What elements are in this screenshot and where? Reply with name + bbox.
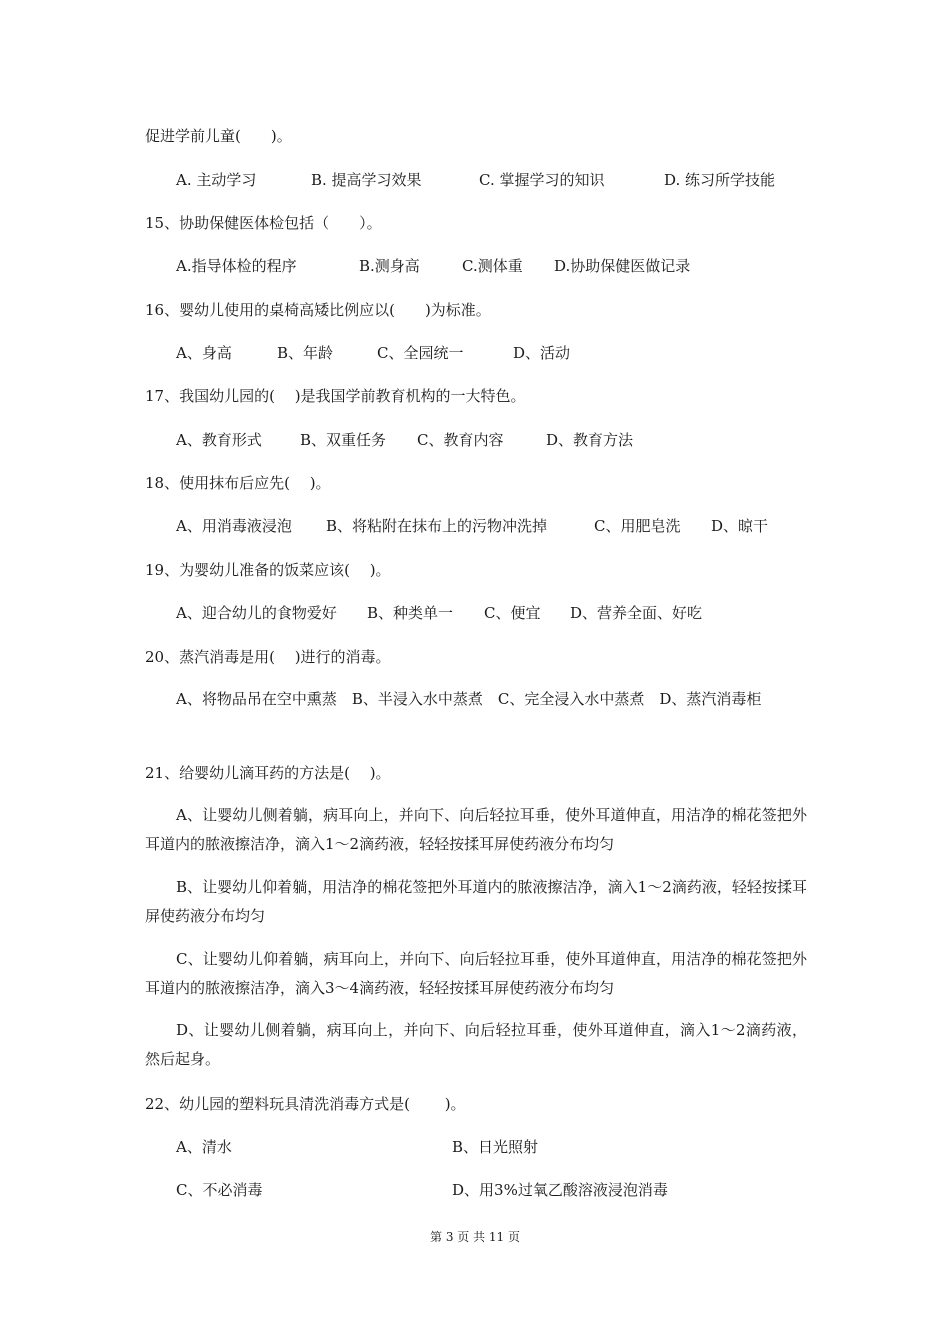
question-20: 20、蒸汽消毒是用( )进行的消毒。 [145,648,391,666]
option-b: B、将粘附在抹布上的污物冲洗掉 [326,517,548,535]
question-19: 19、为婴幼儿准备的饭菜应该( )。 [145,561,391,579]
option-c: C、全园统一 [377,344,464,362]
option-a: A、身高 [176,344,232,362]
question-21-option-c: C、让婴幼儿仰着躺，病耳向上，并向下、向后轻拉耳垂，使外耳道伸直，用洁净的棉花签把外耳道内的脓液擦洁净，滴入3～4滴药液，轻轻按揉耳屏使药液分布均匀 [145,950,807,997]
question-22-options-row-1 [176,1137,538,1157]
question-15-options [176,256,690,276]
option-a: A、迎合幼儿的食物爱好 [176,604,337,622]
question-21: 21、给婴幼儿滴耳药的方法是( )。 [145,764,391,782]
question-15: 15、协助保健医体检包括（ ）。 [145,214,382,232]
question-21-option-d: D、让婴幼儿侧着躺，病耳向上，并向下、向后轻拉耳垂，使外耳道伸直，滴入1～2滴药液，然后起身。 [145,1021,807,1068]
option-b: B、年龄 [277,344,334,362]
option-d: D、用3%过氧乙酸溶液浸泡消毒 [452,1181,668,1199]
question-19-options [176,603,702,623]
page-footer: 第 3 页 共 11 页 [430,1230,520,1244]
option-d: D. 练习所学技能 [664,171,776,189]
question-21-option-a: A、让婴幼儿侧着躺，病耳向上，并向下、向后轻拉耳垂，使外耳道伸直，用洁净的棉花签把外耳道内的脓液擦洁净，滴入1～2滴药液，轻轻按揉耳屏使药液分布均匀 [145,806,807,853]
option-b: B、双重任务 [300,431,387,449]
question-21-option-b: B、让婴幼儿仰着躺，用洁净的棉花签把外耳道内的脓液擦洁净，滴入1～2滴药液，轻轻按揉耳屏使药液分布均匀 [145,878,807,925]
option-b: B、日光照射 [452,1138,539,1156]
question-16: 16、婴幼儿使用的桌椅高矮比例应以( )为标准。 [145,301,491,319]
option-b: B.测身高 [359,257,420,275]
option-c: C.测体重 [462,257,523,275]
option-d: D、晾干 [711,517,769,535]
option-a: A、教育形式 [176,431,262,449]
option-c: C、不必消毒 [176,1181,263,1199]
option-a: A、用消毒液浸泡 [176,517,292,535]
option-c: C. 掌握学习的知识 [479,171,605,189]
question-17-options [176,430,633,450]
question-17: 17、我国幼儿园的( )是我国学前教育机构的一大特色。 [145,387,526,405]
option-a: A.指导体检的程序 [176,257,297,275]
option-d: D、活动 [513,344,571,362]
option-b: B、种类单一 [367,604,454,622]
option-b: B. 提高学习效果 [311,171,422,189]
option-c: C、教育内容 [417,431,504,449]
option-c: C、便宜 [484,604,541,622]
option-d: D、营养全面、好吃 [570,604,703,622]
option-a: A. 主动学习 [176,171,257,189]
question-16-options [176,343,570,363]
option-c: C、用肥皂洗 [594,517,681,535]
question-20-options: A、将物品吊在空中熏蒸 B、半浸入水中蒸煮 C、完全浸入水中蒸煮 D、蒸汽消毒柜 [176,690,762,708]
question-18-options [176,516,768,536]
option-a: A、清水 [176,1138,232,1156]
question-14-options [176,170,775,190]
question-22-options-row-2 [176,1180,668,1200]
question-continuation: 促进学前儿童( )。 [145,127,292,145]
option-d: D.协助保健医做记录 [554,257,691,275]
question-22: 22、幼儿园的塑料玩具清洗消毒方式是( )。 [145,1095,466,1113]
option-d: D、教育方法 [546,431,634,449]
question-18: 18、使用抹布后应先( )。 [145,474,331,492]
